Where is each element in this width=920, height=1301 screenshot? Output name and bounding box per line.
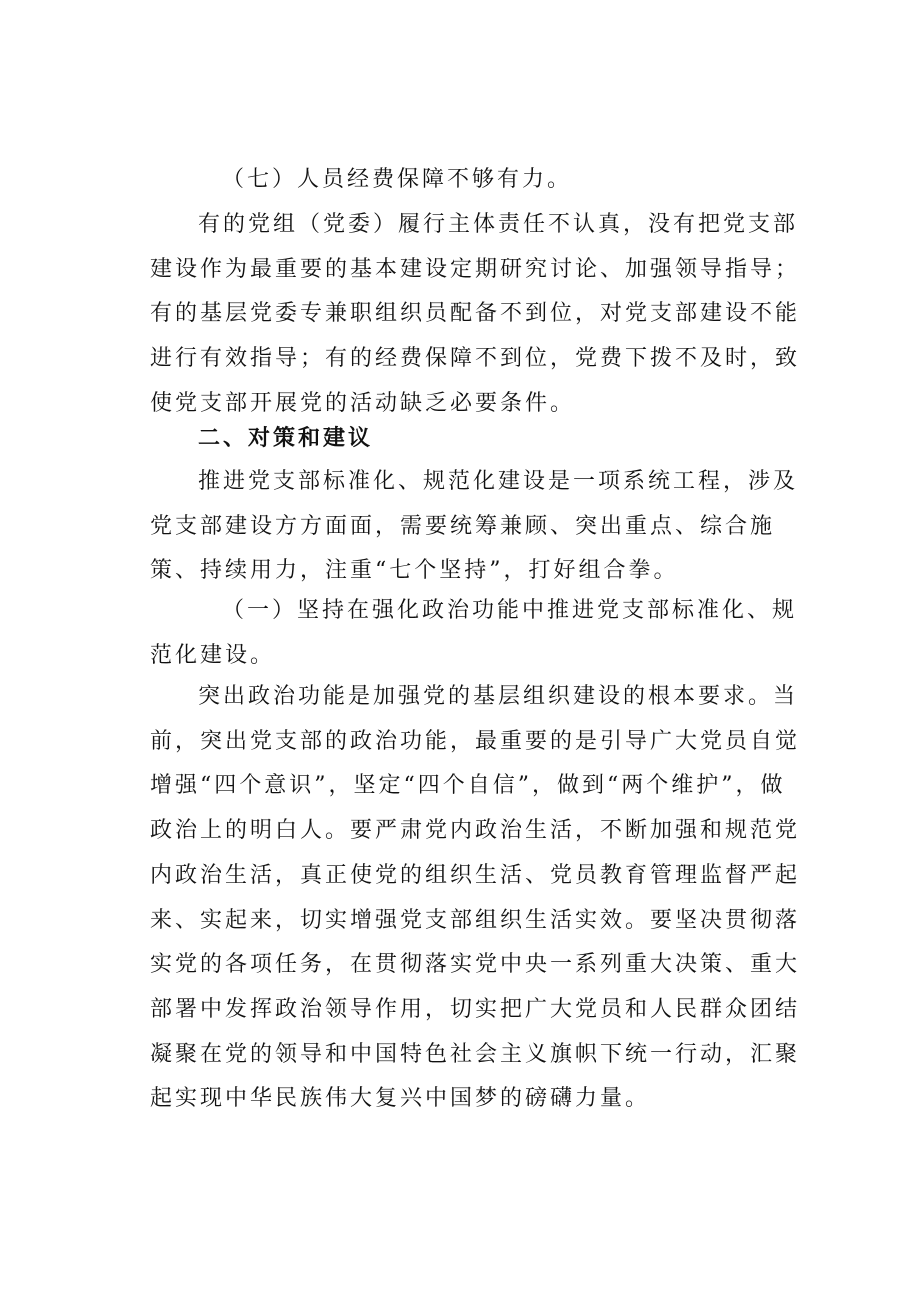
section-heading-2: 二、对策和建议 <box>198 426 374 451</box>
subsection-heading-7: （七）人员经费保障不够有力。 <box>222 167 573 192</box>
paragraph-measures-intro: 推进党支部标准化、规范化建设是一项系统工程，涉及党支部建设方方面面，需要统筹兼顾、突出重点、综合施策、持续用力，注重“七个坚持”，打好组合拳。 <box>150 469 799 584</box>
paragraph-political-function: 突出政治功能是加强党的基层组织建设的根本要求。当前，突出党支部的政治功能，最重要的是引导广大党员自觉增强“四个意识”，坚定“四个自信”，做到“两个维护”，做政治上的明白人。要严肃党内政治生活，不断加强和规范党内政治生活，真正使党的组织生活、党员教育管理监督严起来、实起来，切实增强党支部组织生活实效。要坚决贯彻落实党的各项任务，在贯彻落实党中央一系列重大决策、重大部署中发挥政治领导作用，切实把广大党员和人民群众团结凝聚在党的领导和中国特色社会主义旗帜下统一行动，汇聚起实现中华民族伟大复兴中国梦的磅礴力量。 <box>150 684 801 1112</box>
subsection-heading-1: （一）坚持在强化政治功能中推进党支部标准化、规范化建设。 <box>150 598 798 668</box>
paragraph-funding-issues: 有的党组（党委）履行主体责任不认真，没有把党支部建设作为最重要的基本建设定期研究讨论、加强领导指导；有的基层党委专兼职组织员配备不到位，对党支部建设不能进行有效指导；有的经费保障不到位，党费下拨不及时，致使党支部开展党的活动缺乏必要条件。 <box>150 212 801 416</box>
